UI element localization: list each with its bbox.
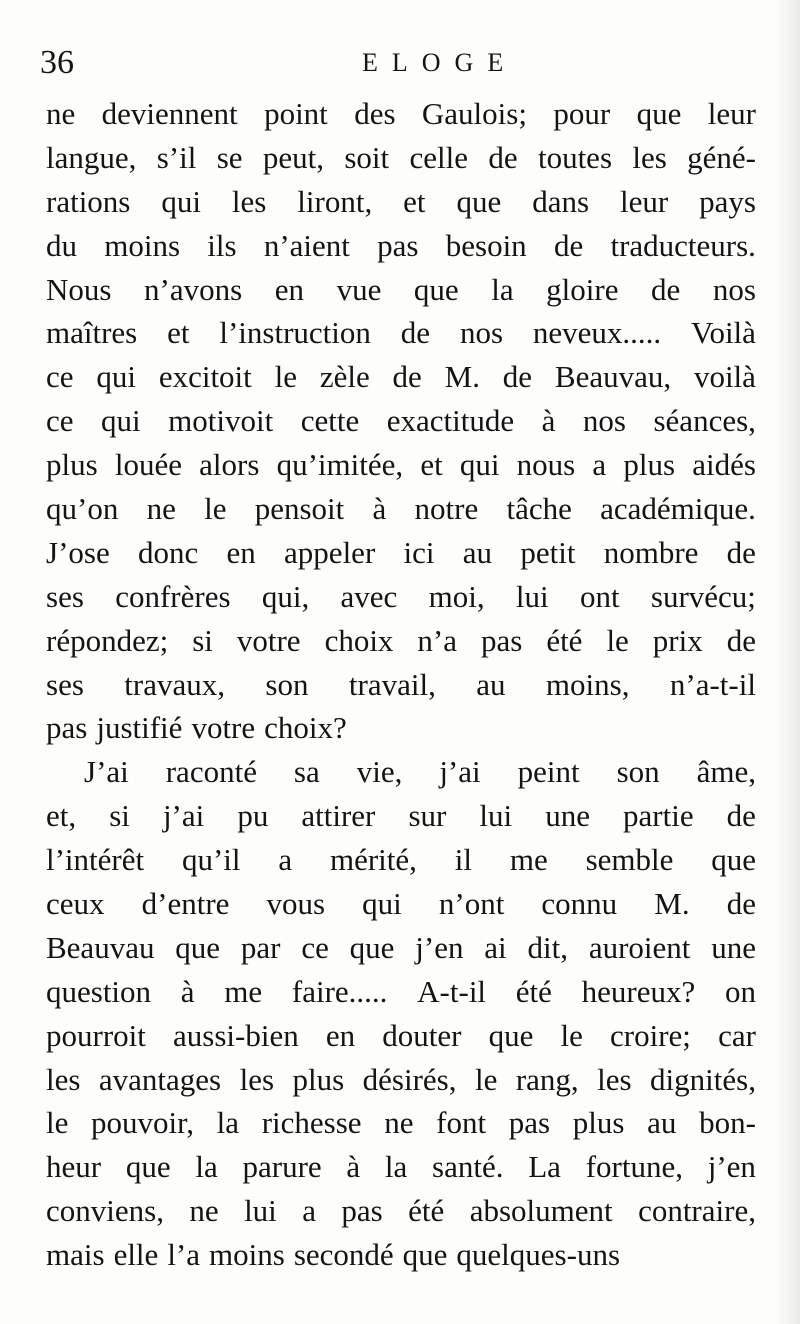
text-line: rations qui les liront, et que dans leur pays — [46, 183, 756, 219]
text-line: J’ai raconté sa vie, j’ai peint son âme, — [84, 754, 756, 790]
text-line: mais elle l’a moins secondé que quelques-uns — [46, 1237, 621, 1273]
text-line: maîtres et l’instruction de nos neveux..... Voilà — [46, 315, 756, 351]
running-head: ELOGE — [362, 48, 518, 77]
text-line: plus louée alors qu’imitée, et qui nous a plus aidés — [46, 447, 756, 483]
page-header — [40, 40, 760, 86]
text-line: pas justifié votre choix? — [46, 710, 347, 746]
text-line: les avantages les plus désirés, le rang, les dignités, — [46, 1061, 756, 1097]
text-line: le pouvoir, la richesse ne font pas plus au bon- — [46, 1105, 756, 1141]
body-text — [46, 92, 756, 1277]
text-line: qu’on ne le pensoit à notre tâche académique. — [46, 491, 756, 527]
page-number: 36 — [40, 44, 74, 81]
text-line: Nous n’avons en vue que la gloire de nos — [46, 271, 756, 307]
text-line: ce qui motivoit cette exactitude à nos séances, — [46, 403, 756, 439]
text-line: ne deviennent point des Gaulois; pour que leur — [46, 96, 756, 131]
text-line: conviens, ne lui a pas été absolument contraire, — [46, 1193, 756, 1229]
text-line: ses confrères qui, avec moi, lui ont survécu; — [46, 578, 756, 614]
page-gutter-shadow — [774, 0, 800, 1324]
text-line: ceux d’entre vous qui n’ont connu M. de — [46, 886, 756, 922]
text-line: heur que la parure à la santé. La fortune, j’en — [46, 1149, 756, 1185]
text-line: Beauvau que par ce que j’en ai dit, auroient une — [46, 929, 756, 965]
text-line: langue, s’il se peut, soit celle de toutes les géné- — [46, 139, 756, 175]
text-line: l’intérêt qu’il a mérité, il me semble que — [46, 842, 756, 878]
text-line: et, si j’ai pu attirer sur lui une partie de — [46, 798, 756, 834]
text-line: pourroit aussi-bien en douter que le croire; car — [46, 1017, 756, 1053]
text-line: J’ose donc en appeler ici au petit nombre de — [46, 534, 756, 570]
text-line: question à me faire..... A-t-il été heureux? on — [46, 973, 756, 1009]
text-line: répondez; si votre choix n’a pas été le prix de — [46, 622, 756, 658]
text-line: ses travaux, son travail, au moins, n’a-t-il — [46, 666, 756, 702]
text-line: ce qui excitoit le zèle de M. de Beauvau, voilà — [46, 359, 756, 395]
text-line: du moins ils n’aient pas besoin de traducteurs. — [46, 227, 756, 263]
